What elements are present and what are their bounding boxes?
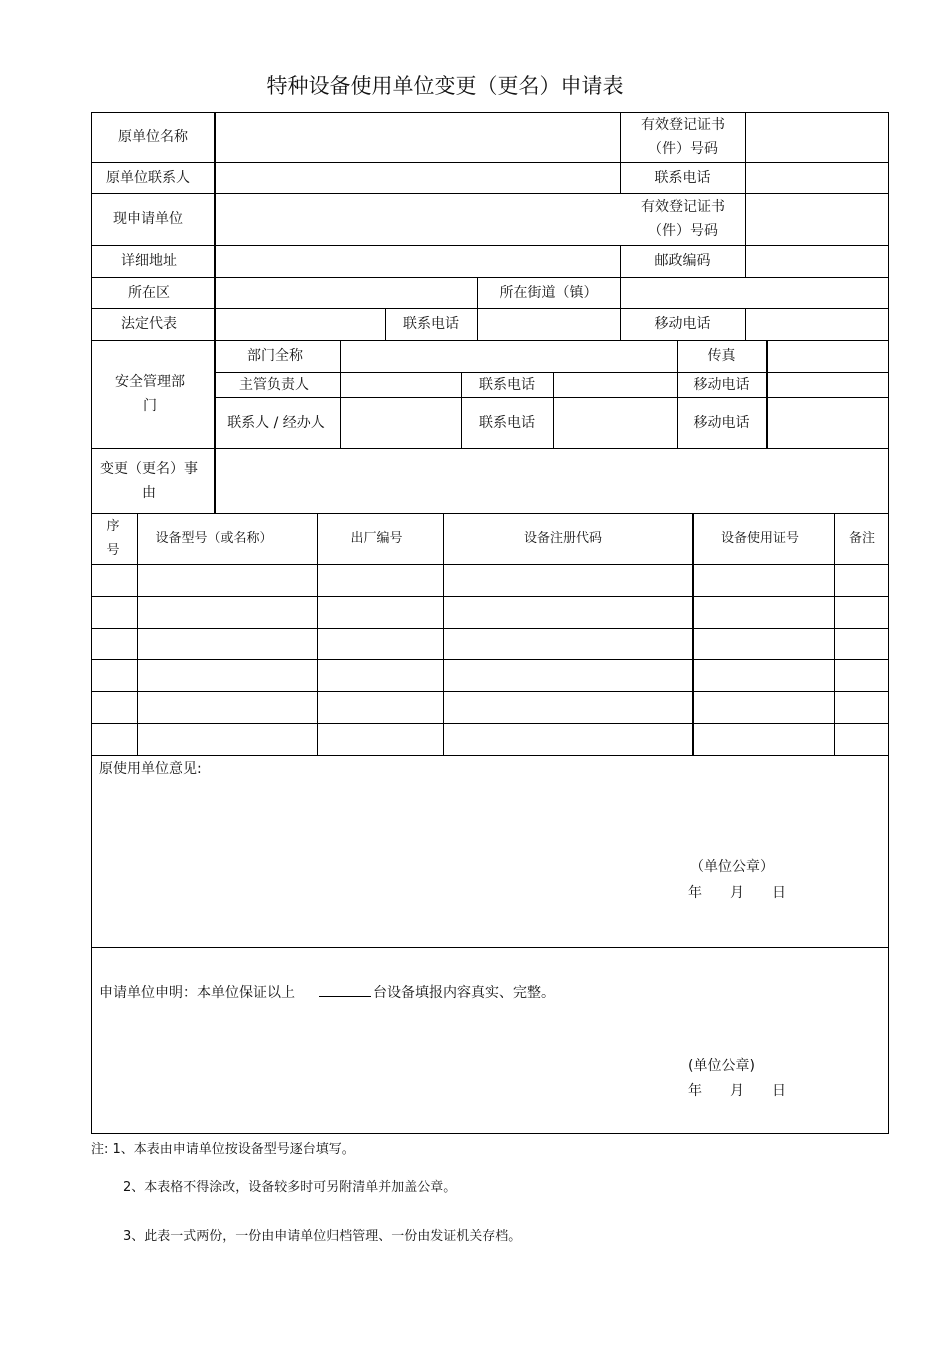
table-cell-reg-code[interactable] <box>445 597 691 627</box>
th-model: 设备型号（或名称） <box>155 530 273 546</box>
declaration-prefix: 申请单位申明：本单位保证以上 <box>99 985 295 1001</box>
table-cell-reg-code[interactable] <box>445 660 691 690</box>
district-field[interactable] <box>216 278 477 308</box>
form-title: 特种设备使用单位变更（更名）申请表 <box>266 74 624 98</box>
change-reason-label: 变更（更名）事由 <box>100 460 198 501</box>
fax-field[interactable] <box>768 341 888 372</box>
table-cell-remarks[interactable] <box>836 660 888 690</box>
pic-phone-label: 联系电话 <box>479 376 535 393</box>
orig-opinion-seal: （单位公章） <box>690 859 774 875</box>
table-cell-seq[interactable] <box>93 565 136 595</box>
table-cell-use-cert[interactable] <box>694 565 833 595</box>
row-divider <box>91 947 889 948</box>
col-divider <box>553 372 554 448</box>
change-reason-field[interactable] <box>216 449 888 513</box>
note-3: 3、此表一式两份，一份由申请单位归档管理、一份由发证机关存档。 <box>123 1229 522 1244</box>
table-cell-model[interactable] <box>139 724 316 754</box>
declaration-suffix: 台设备填报内容真实、完整。 <box>373 985 555 1001</box>
handler-mobile-label: 移动电话 <box>693 414 750 431</box>
district-label: 所在区 <box>128 284 170 301</box>
pic-mobile-label: 移动电话 <box>693 376 750 393</box>
orig-opinion-label: 原使用单位意见: <box>99 761 202 777</box>
table-cell-remarks[interactable] <box>836 724 888 754</box>
dept-full-name-field[interactable] <box>341 341 677 372</box>
table-cell-reg-code[interactable] <box>445 629 691 658</box>
table-cell-seq[interactable] <box>93 597 136 627</box>
table-cell-use-cert[interactable] <box>694 692 833 722</box>
table-cell-serial[interactable] <box>319 724 442 754</box>
contact-phone-label: 联系电话 <box>654 169 711 186</box>
table-cell-reg-code[interactable] <box>445 724 691 754</box>
contact-phone-field[interactable] <box>746 163 888 193</box>
postal-code-label: 邮政编码 <box>654 253 711 269</box>
table-cell-remarks[interactable] <box>836 692 888 722</box>
table-cell-use-cert[interactable] <box>694 660 833 690</box>
table-cell-remarks[interactable] <box>836 629 888 658</box>
table-cell-serial[interactable] <box>319 692 442 722</box>
th-seq: 序号 <box>106 518 120 558</box>
orig-opinion-date: 年 月 日 <box>688 885 786 901</box>
safety-dept-label: 安全管理部门 <box>115 374 185 414</box>
note-1: 注: 1、本表由申请单位按设备型号逐台填写。 <box>91 1142 355 1157</box>
legal-rep-label: 法定代表 <box>121 316 177 332</box>
table-cell-model[interactable] <box>139 565 316 595</box>
orig-contact-label: 原单位联系人 <box>106 169 190 186</box>
street-field[interactable] <box>621 278 888 308</box>
table-cell-model[interactable] <box>139 597 316 627</box>
th-use-cert: 设备使用证号 <box>720 530 799 546</box>
table-cell-seq[interactable] <box>93 692 136 722</box>
legal-phone-field[interactable] <box>478 309 620 340</box>
th-serial: 出厂编号 <box>350 530 403 546</box>
fax-label: 传真 <box>707 348 736 364</box>
valid-cert-no-field-2[interactable] <box>746 194 888 245</box>
handler-phone-label: 联系电话 <box>479 414 535 431</box>
table-cell-use-cert[interactable] <box>694 629 833 658</box>
table-cell-model[interactable] <box>139 629 316 658</box>
th-remarks: 备注 <box>848 530 875 546</box>
handler-label: 联系人 / 经办人 <box>227 414 325 431</box>
note-2: 2、本表格不得涂改，设备较多时可另附清单并加盖公章。 <box>123 1180 457 1195</box>
table-cell-reg-code[interactable] <box>445 692 691 722</box>
th-reg-code: 设备注册代码 <box>523 530 602 546</box>
address-label: 详细地址 <box>121 253 177 269</box>
equipment-count-blank[interactable] <box>319 980 371 997</box>
orig-unit-name-field[interactable] <box>216 113 620 162</box>
table-cell-seq[interactable] <box>93 724 136 754</box>
valid-cert-no-label-2: 有效登记证书（件）号码 <box>641 199 725 239</box>
table-cell-model[interactable] <box>139 660 316 690</box>
table-cell-serial[interactable] <box>319 565 442 595</box>
table-cell-remarks[interactable] <box>836 565 888 595</box>
legal-mobile-field[interactable] <box>746 309 888 340</box>
legal-rep-field[interactable] <box>216 309 385 340</box>
table-cell-serial[interactable] <box>319 629 442 658</box>
current-applicant-label: 现申请单位 <box>113 211 183 227</box>
table-cell-serial[interactable] <box>319 597 442 627</box>
address-field[interactable] <box>216 246 620 277</box>
valid-cert-no-field[interactable] <box>746 113 888 162</box>
table-cell-seq[interactable] <box>93 660 136 690</box>
legal-phone-label: 联系电话 <box>403 316 459 332</box>
postal-code-field[interactable] <box>746 246 888 277</box>
table-cell-remarks[interactable] <box>836 597 888 627</box>
valid-cert-no-label: 有效登记证书（件）号码 <box>641 117 725 157</box>
street-label: 所在街道（镇） <box>499 284 598 301</box>
orig-contact-field[interactable] <box>216 163 620 193</box>
dept-full-name-label: 部门全称 <box>247 348 303 364</box>
person-in-charge-label: 主管负责人 <box>239 376 309 393</box>
table-cell-use-cert[interactable] <box>694 724 833 754</box>
declaration-text <box>99 980 555 1004</box>
legal-mobile-label: 移动电话 <box>654 316 711 332</box>
table-cell-seq[interactable] <box>93 629 136 658</box>
orig-unit-name-label: 原单位名称 <box>118 129 188 145</box>
table-cell-serial[interactable] <box>319 660 442 690</box>
table-cell-use-cert[interactable] <box>694 597 833 627</box>
table-cell-model[interactable] <box>139 692 316 722</box>
row-divider <box>91 755 889 756</box>
current-applicant-field[interactable] <box>216 194 620 245</box>
declaration-seal: (单位公章) <box>688 1058 755 1074</box>
declaration-date: 年 月 日 <box>688 1083 786 1099</box>
table-cell-reg-code[interactable] <box>445 565 691 595</box>
